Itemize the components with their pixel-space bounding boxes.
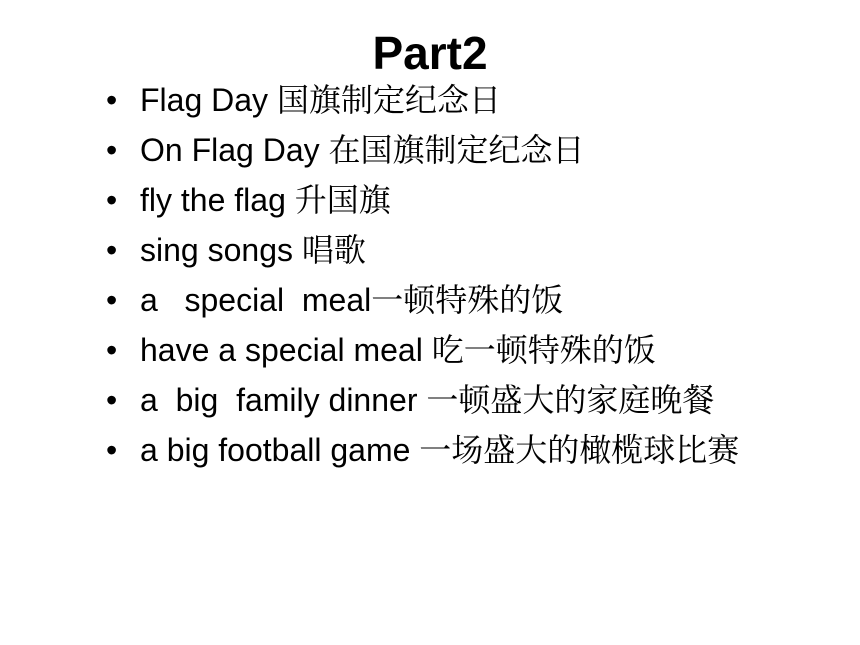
bullet-item (106, 380, 796, 420)
bullet-item (106, 430, 796, 470)
bullet-item (106, 130, 796, 170)
bullet-item (106, 80, 796, 120)
bullet-list (106, 80, 796, 480)
bullet-item (106, 230, 796, 270)
bullet-dot: • (106, 232, 118, 268)
bullet-text: On Flag Day 在国旗制定纪念日 (140, 132, 585, 168)
bullet-item (106, 280, 796, 320)
bullet-text: fly the flag 升国旗 (140, 182, 391, 218)
bullet-text: a big family dinner 一顿盛大的家庭晚餐 (140, 382, 715, 418)
bullet-text: a special meal一顿特殊的饭 (140, 282, 564, 318)
bullet-dot: • (106, 382, 118, 418)
bullet-dot: • (106, 432, 118, 468)
bullet-text: sing songs 唱歌 (140, 232, 366, 268)
bullet-text: have a special meal 吃一顿特殊的饭 (140, 332, 656, 368)
bullet-dot: • (106, 182, 118, 218)
bullet-dot: • (106, 282, 118, 318)
bullet-text: Flag Day 国旗制定纪念日 (140, 82, 501, 118)
bullet-dot: • (106, 82, 118, 118)
bullet-dot: • (106, 132, 118, 168)
bullet-item (106, 180, 796, 220)
bullet-text: a big football game 一场盛大的橄榄球比赛 (140, 432, 740, 468)
bullet-item (106, 330, 796, 370)
bullet-dot: • (106, 332, 118, 368)
slide-title: Part2 (372, 27, 488, 79)
